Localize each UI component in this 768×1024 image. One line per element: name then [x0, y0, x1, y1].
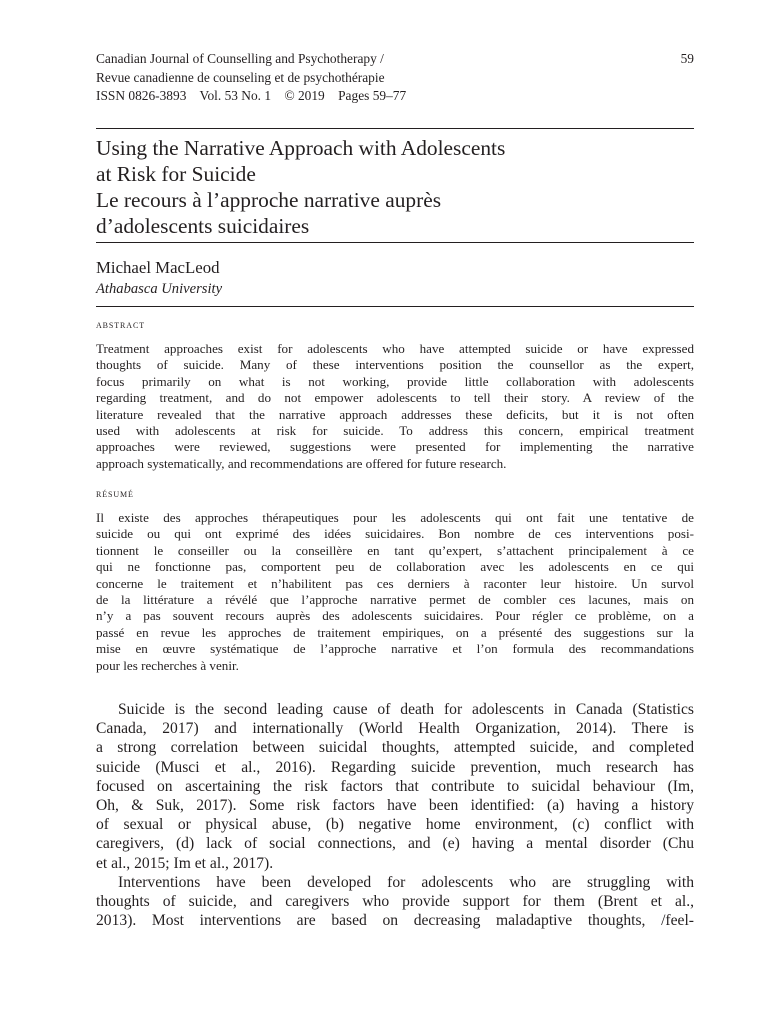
- body-line: Canada, 2017) and internationally (World Health Organization, 2014). There is: [96, 720, 694, 738]
- body-line: et al., 2015; Im et al., 2017).: [96, 854, 274, 872]
- resume-text: [96, 510, 694, 674]
- abstract-line: approaches were reviewed, suggestions were presented for implementing the narrative: [96, 439, 694, 455]
- author-block: [96, 257, 222, 299]
- abstract-line: thoughts of suicide. Many of these interventions position the counsellor as the expert,: [96, 357, 694, 373]
- resume-line: Il existe des approches thérapeutiques pour les adolescents qui ont fait une tentative de: [96, 510, 694, 525]
- resume-heading: résumé: [96, 488, 134, 500]
- body-line: focused on ascertaining the risk factors that contribute to suicidal behaviour (Im,: [96, 777, 694, 795]
- title-bottom-rule: [96, 242, 694, 243]
- body-line: Oh, & Suk, 2017). Some risk factors have been identified: (a) having a history: [96, 797, 694, 815]
- copyright: © 2019: [284, 88, 325, 104]
- title-english-line-1: Using the Narrative Approach with Adolescents: [96, 136, 506, 160]
- title-french-line-2: d’adolescents suicidaires: [96, 214, 310, 238]
- journal-name-french: Revue canadienne de counseling et de psychothérapie: [96, 69, 385, 85]
- body-line: Interventions have been developed for adolescents who are struggling with: [118, 873, 694, 891]
- resume-line: passé en revue les approches de traitement empiriques, on a présenté des suggestions sur la: [96, 624, 694, 640]
- resume-line: concerne le traitement et n’habilitent pas ces derniers à raconter leur histoire. Un survol: [96, 575, 694, 591]
- body-line: of sexual or physical abuse, (b) negative home environment, (c) conflict with: [96, 816, 694, 834]
- author-affiliation: Athabasca University: [96, 281, 223, 297]
- resume-line: qui ne fonctionne pas, comportent peu de collaboration avec les adolescents en ce qui: [96, 559, 694, 575]
- title-french-line-1: Le recours à l’approche narrative auprès: [96, 188, 442, 212]
- journal-name-english: Canadian Journal of Counselling and Psychotherapy /: [96, 51, 384, 66]
- resume-line: tionnent le conseiller ou la conseillère en tant qu’expert, s’attachent principalement à ce: [96, 542, 694, 558]
- abstract-text: [96, 341, 694, 472]
- body-text: [96, 700, 694, 930]
- resume-line: pour les recherches à venir.: [96, 657, 239, 673]
- body-line: caregivers, (d) lack of social connections, and (e) having a mental disorder (Chu: [96, 835, 694, 853]
- body-line: thoughts of suicide, and caregivers who provide support for them (Brent et al.,: [96, 893, 694, 911]
- author-name: Michael MacLeod: [96, 258, 220, 277]
- body-line: suicide (Musci et al., 2016). Regarding suicide prevention, much research has: [96, 758, 694, 776]
- resume-line: suicide ou qui ont exprimé des idées suicidaires. Bon nombre de ces interventions posi-: [96, 526, 694, 542]
- abstract-heading: abstract: [96, 319, 145, 331]
- abstract-line: Treatment approaches exist for adolescents who have attempted suicide or have expressed: [96, 341, 694, 356]
- journal-issue-info: [96, 87, 694, 106]
- resume-line: mise en œuvre systématique de l’approche narrative et l’on formula des recommandations: [96, 641, 694, 657]
- volume: Vol. 53 No. 1: [199, 88, 272, 104]
- page-number: 59: [680, 51, 694, 66]
- journal-header: [96, 50, 694, 106]
- abstract-line: approach systematically, and recommendations are offered for future research.: [96, 455, 507, 471]
- resume-line: de la littérature a révélé que l’approche narrative permet de combler ces lacunes, mais on: [96, 592, 694, 608]
- body-line: 2013). Most interventions are based on decreasing maladaptive thoughts, /feel-: [96, 912, 694, 930]
- body-line: Suicide is the second leading cause of death for adolescents in Canada (Statistics: [118, 701, 694, 718]
- resume-line: n’y a pas souvent recours auprès des adolescents suicidaires. Pour régler ce problème, on a: [96, 608, 694, 624]
- title-top-rule: [96, 128, 694, 129]
- abstract-line: focus primarily on what is not working, provide little collaboration with adolescents: [96, 373, 694, 389]
- pages: Pages 59–77: [338, 88, 407, 104]
- issn: ISSN 0826-3893: [96, 88, 187, 104]
- author-bottom-rule: [96, 306, 694, 307]
- abstract-line: regarding treatment, and do not empower adolescents to tell their story. A review of the: [96, 390, 694, 406]
- body-line: a strong correlation between suicidal thoughts, attempted suicide, and completed: [96, 739, 694, 757]
- abstract-line: literature revealed that the narrative approach addresses these deficits, but it is not often: [96, 406, 694, 422]
- article-title: [96, 135, 694, 239]
- title-english-line-2: at Risk for Suicide: [96, 162, 256, 186]
- abstract-line: used with adolescents at risk for suicide. To address this concern, empirical treatment: [96, 423, 694, 439]
